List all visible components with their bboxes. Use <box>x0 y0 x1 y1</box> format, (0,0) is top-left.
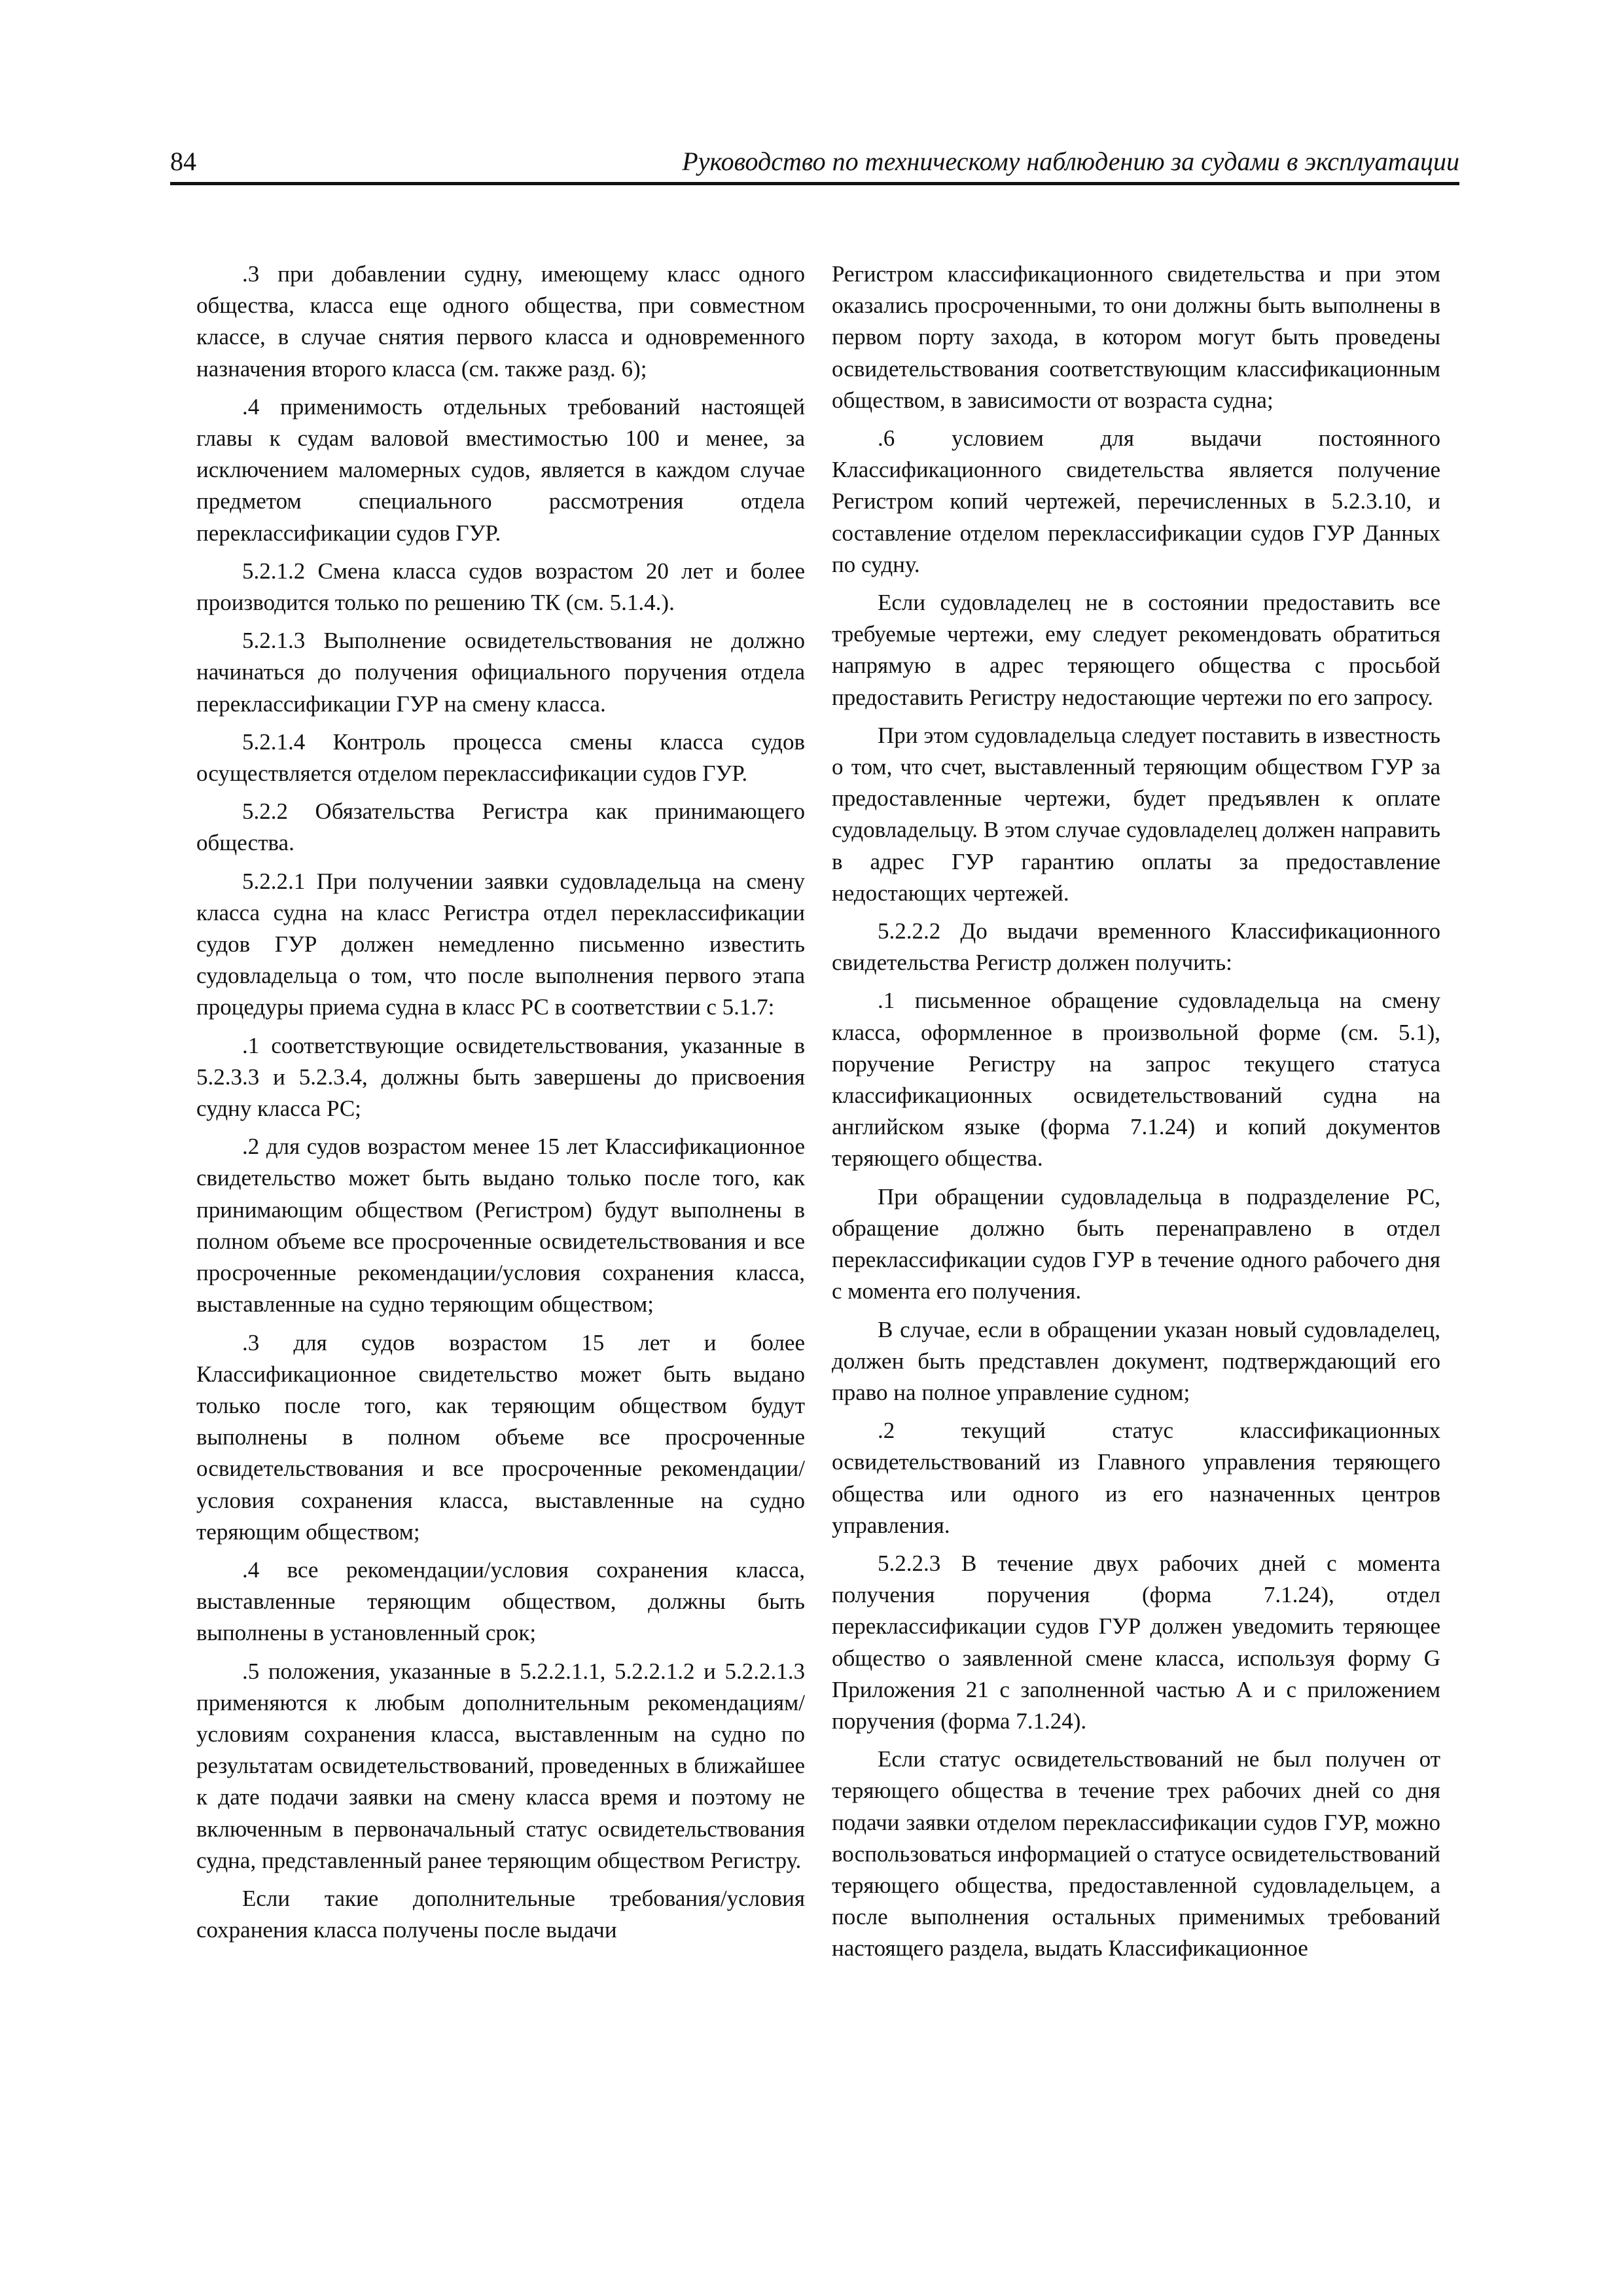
list-item: .1 письменное обращение судовладельца на смену класса, оформленное в произвольной форме (см. 5.1), поручение Регистру на запрос текущего статуса классификационных освидетельствований судна на английском языке (форма 7.1.24) и копий документов теряющего общества. <box>832 988 1440 1172</box>
page-header <box>170 145 1459 185</box>
list-item: .6 условием для выдачи постоянного Классификационного свидетельства является получение Регистром копий чертежей, перечисленных в 5.2.3.10, и составление отделом переклассификации судов ГУР Данных по судну. <box>832 425 1440 577</box>
list-item: .3 для судов возрастом 15 лет и более Классификационное свидетельство может быть выдано только после того, как теряющим обществом будут выполнены в полном объеме все просроченные освидетельствования и все просроченные рекомендации/условия сохранения класса, выставленные на судно теряющим обществом; <box>196 1329 805 1545</box>
list-item: .2 текущий статус классификационных освидетельствований из Главного управления теряющего общества или одного из его назначенных центров управления. <box>832 1418 1440 1538</box>
paragraph: 5.2.1.2 Смена класса судов возрастом 20 лет и более производится только по решению ТК (см. 5.1.4.). <box>196 558 805 616</box>
list-item: .4 все рекомендации/условия сохранения класса, выставленные теряющим обществом, должны быть выполнены в установленный срок; <box>196 1556 805 1646</box>
page-number: 84 <box>170 147 196 176</box>
paragraph: Если статус освидетельствований не был получен от теряющего общества в течение трех рабочих дней со дня подачи заявки отделом переклассификации судов ГУР, можно воспользоваться информацией о статусе освидетельствований теряющего общества, предоставленной судовладельцем, а после выполнения остальных применимых требований настоящего раздела, выдать Классификационное <box>832 1746 1440 1962</box>
list-item: .1 соответствующие освидетельствования, указанные в 5.2.3.3 и 5.2.3.4, должны быть завершены до присвоения судну класса РС; <box>196 1032 805 1122</box>
list-item: .2 для судов возрастом менее 15 лет Классификационное свидетельство может быть выдано только после того, как принимающим обществом (Регистром) будут выполнены в полном объеме все просроченные освидетельствования и все просроченные рекомендации/условия сохранения класса, выставленные на судно теряющим обществом; <box>196 1134 805 1318</box>
paragraph: Если такие дополнительные требования/условия сохранения класса получены после выдачи <box>196 1885 805 1943</box>
paragraph: 5.2.2.3 В течение двух рабочих дней с момента получения поручения (форма 7.1.24), отдел переклассификации судов ГУР должен уведомить теряющее общество о заявленной смене класса, используя форму G Приложения 21 с заполненной частью А и с приложением поручения (форма 7.1.24). <box>832 1550 1440 1734</box>
left-column <box>196 259 805 1952</box>
list-item: .5 положения, указанные в 5.2.2.1.1, 5.2.2.1.2 и 5.2.2.1.3 применяются к любым дополнительным рекомендациям/условиям сохранения класса, выставленным на судно по результатам освидетельствований, проведенных в ближайшее к дате подачи заявки на смену класса время и поэтому не включенным в первоначальный статус освидетельствования судна, представленный ранее теряющим обществом Регистру. <box>196 1658 805 1873</box>
paragraph: Если судовладелец не в состоянии предоставить все требуемые чертежи, ему следует рекомендовать обратиться напрямую в адрес теряющего общества с просьбой предоставить Регистру недостающие чертежи по его запросу. <box>832 590 1440 710</box>
paragraph: 5.2.2.2 До выдачи временного Классификационного свидетельства Регистр должен получить: <box>832 918 1440 976</box>
paragraph: .3 при добавлении судну, имеющему класс одного общества, класса еще одного общества, при совместном классе, в случае снятия первого класса и одновременного назначения второго класса (см. также разд. 6); <box>196 261 805 382</box>
right-column <box>832 259 1440 1971</box>
section-heading: 5.2.2 Обязательства Регистра как принимающего общества. <box>196 798 805 856</box>
paragraph: 5.2.1.4 Контроль процесса смены класса судов осуществляется отделом переклассификации судов ГУР. <box>196 728 805 787</box>
paragraph: При этом судовладельца следует поставить в известность о том, что счет, выставленный теряющим обществом ГУР за предоставленные чертежи, будет предъявлен к оплате судовладельцу. В этом случае судовладелец должен направить в адрес ГУР гарантию оплаты за предоставление недостающих чертежей. <box>832 722 1440 906</box>
paragraph: При обращении судовладельца в подразделение РС, обращение должно быть перенаправлено в отдел переклассификации судов ГУР в течение одного рабочего дня с момента его получения. <box>832 1183 1440 1304</box>
paragraph: 5.2.1.3 Выполнение освидетельствования не должно начинаться до получения официального поручения отдела переклассификации ГУР на смену класса. <box>196 628 805 717</box>
running-title: Руководство по техническому наблюдению за судами в эксплуатации <box>682 147 1459 176</box>
paragraph-continuation: Регистром классификационного свидетельства и при этом оказались просроченными, то они должны быть выполнены в первом порту захода, в котором могут быть проведены освидетельствования соответствующим классификационным обществом, в зависимости от возраста судна; <box>832 261 1440 413</box>
paragraph: .4 применимость отдельных требований настоящей главы к судам валовой вместимостью 100 и менее, за исключением маломерных судов, является в каждом случае предметом специального рассмотрения отдела переклассификации судов ГУР. <box>196 393 805 546</box>
paragraph: 5.2.2.1 При получении заявки судовладельца на смену класса судна на класс Регистра отдел переклассификации судов ГУР должен немедленно письменно известить судовладельца о том, что после выполнения первого этапа процедуры приема судна в класс РС в соответствии с 5.1.7: <box>196 868 805 1020</box>
paragraph: В случае, если в обращении указан новый судовладелец, должен быть представлен документ, подтверждающий его право на полное управление судном; <box>832 1316 1440 1405</box>
